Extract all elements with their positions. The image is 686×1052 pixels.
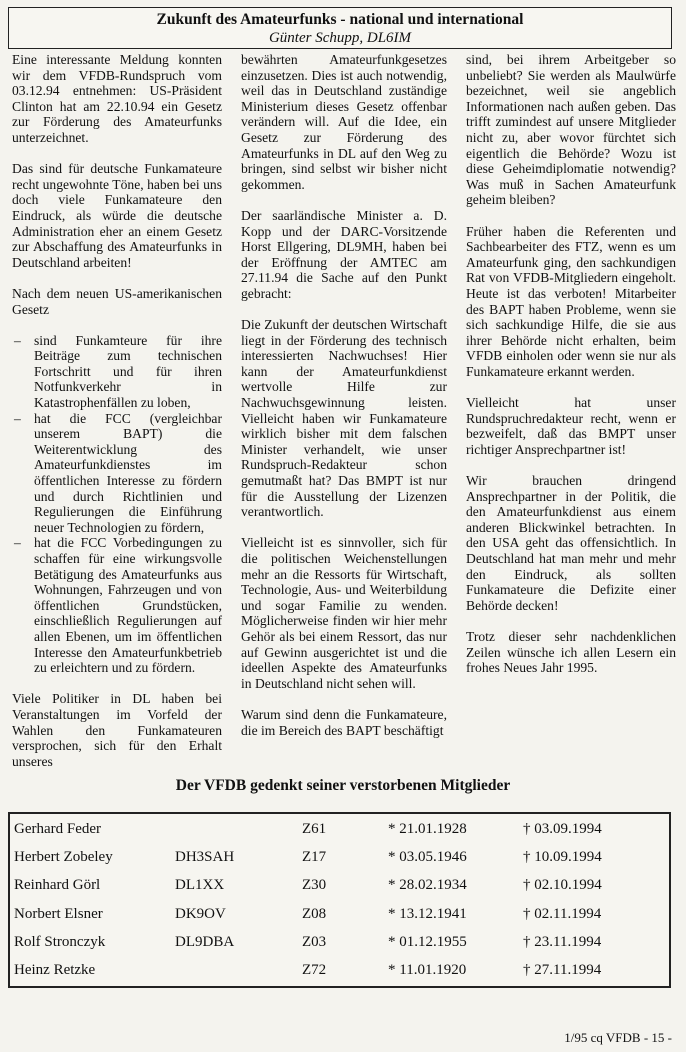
paragraph: Trotz dieser sehr nachdenklichen Zeilen wünsche ich allen Lesern ein frohes Neues Jahr 1995. [466, 628, 676, 676]
list-item: – hat die FCC Vorbedingungen zu schaffen für eine wirkungsvolle Betätigung des Amateurfunks aus Wohnungen, Fahrzeugen und von öffentlichen Grundstücken, einschließlich Regulierungen auf allen Ebenen, um im öffentlichen Interesse den Amateurfunkbetrieb zu erleichtern und zu fördern. [12, 535, 222, 675]
paragraph: Eine interessante Meldung konnten wir dem VFDB-Rundspruch vom 03.12.94 entnehmen: US-Präsident Clinton hat am 22.10.94 ein Gesetz zur Förderung des Amateurfunks unterzeichnet. [12, 52, 222, 145]
table-row [10, 844, 669, 872]
paragraph: Nach dem neuen US-amerikanischen Gesetz [12, 285, 222, 317]
member-name: Herbert Zobeley [14, 849, 113, 865]
article-column-2 [241, 52, 447, 754]
member-callsign: DK9OV [175, 906, 226, 922]
table-row [10, 872, 669, 900]
member-district: Z72 [302, 962, 327, 978]
paragraph: Warum sind denn die Funkamateure, die im Bereich des BAPT beschäftigt [241, 706, 447, 738]
member-name: Reinhard Görl [14, 877, 101, 893]
member-district: Z08 [302, 906, 327, 922]
paragraph: bewährten Amateurfunkgesetzes einzusetzen. Dies ist auch notwendig, weil das in Deutschland zuständige Ministerium dieses Gesetz offenbar verändern will. Auf die Idee, ein Gesetz zur Förderung des Amateurfunks in DL auf den Weg zu bringen, sind selbst wir bisher nicht gekommen. [241, 52, 447, 192]
member-name: Rolf Stronczyk [14, 934, 106, 950]
article-title: Zukunft des Amateurfunks - national und international [156, 11, 524, 28]
law-points-list [12, 333, 222, 676]
member-name: Gerhard Feder [14, 821, 102, 837]
paragraph: Wir brauchen dringend Ansprechpartner in der Politik, die den Amateurfunkdienst aus einem anderen Blickwinkel betrachten. In den USA geht das offensichtlich. In Deutschland hat man mehr und mehr den Eindruck, als sollten Funkamateure die Defizite einer Behörde decken! [466, 473, 676, 613]
table-row [10, 957, 669, 985]
member-died: † 02.11.1994 [523, 906, 602, 922]
paragraph: Viele Politiker in DL haben bei Veranstaltungen im Vorfeld der Wahlen den Funkamateuren versprochen, sich für den Erhalt unseres [12, 691, 222, 769]
member-born: * 21.01.1928 [388, 821, 467, 837]
paragraph: sind, bei ihrem Arbeitgeber so unbeliebt? Sie werden als Maulwürfe bezeichnet, weil sie angeblich Informationen nach außen geben. Das trifft zumindest auf unsere Mitglieder nicht zu, aber wovor fürchtet sich eigentlich die Behörde? Wozu ist diese Geheimdiplomatie notwendig? Was muß in Sachen Amateurfunk geheim bleiben? [466, 52, 676, 208]
member-died: † 10.09.1994 [523, 849, 602, 865]
member-born: * 01.12.1955 [388, 934, 467, 950]
member-name: Heinz Retzke [14, 962, 96, 978]
member-born: * 28.02.1934 [388, 877, 467, 893]
member-district: Z30 [302, 877, 327, 893]
list-item: – hat die FCC (vergleichbar unserem BAPT) die Weiterentwicklung des Amateurfunkdienstes im öffentlichen Interesse zu fördern und durch Richtlinien und Regulierungen die Einführung neuer Technologien zu fördern, [12, 411, 222, 536]
table-row [10, 929, 669, 957]
member-district: Z61 [302, 821, 327, 837]
table-row [10, 901, 669, 929]
article-header [8, 7, 672, 49]
page-footer: 1/95 cq VFDB - 15 - [564, 1030, 672, 1045]
member-died: † 03.09.1994 [523, 821, 602, 837]
member-name: Norbert Elsner [14, 906, 103, 922]
member-district: Z17 [302, 849, 327, 865]
paragraph: Vielleicht hat unser Rundspruchredakteur recht, wenn er bezweifelt, daß das BMPT unser richtiger Ansprechpartner ist! [466, 395, 676, 457]
member-died: † 27.11.1994 [523, 962, 602, 978]
paragraph: Das sind für deutsche Funkamateure recht ungewohnte Töne, haben bei uns doch viele Funkamateure den Eindruck, als würde die deutsche Administration eher an einem Gesetz zur Abschaffung des Amateurfunks in Deutschland arbeiten! [12, 161, 222, 270]
member-died: † 23.11.1994 [523, 934, 602, 950]
paragraph: Der saarländische Minister a. D. Kopp und der DARC-Vorsitzende Horst Ellgering, DL9MH, haben bei der Eröffnung der AMTEC am 27.11.94 die Sache auf den Punkt gebracht: [241, 207, 447, 301]
member-district: Z03 [302, 934, 327, 950]
member-died: † 02.10.1994 [523, 877, 602, 893]
member-callsign: DL1XX [175, 877, 225, 893]
paragraph: Vielleicht ist es sinnvoller, sich für die politischen Weichenstellungen mehr an die Ressorts für Wirtschaft, Technologie, Aus- und Weiterbildung und sogar Familie zu wenden. Möglicherweise finden wir hier mehr Gehör als bei einem Ressort, das nur auf Gewinn ausgerichtet ist und die ideellen Aspekte des Amateurfunks in Deutschland nicht sehen will. [241, 535, 447, 691]
article-column-1 [12, 52, 222, 785]
member-callsign: DH3SAH [175, 849, 235, 865]
member-callsign: DL9DBA [175, 934, 235, 950]
member-born: * 11.01.1920 [388, 962, 467, 978]
article-column-3 [466, 52, 676, 691]
table-row [10, 816, 669, 844]
list-item: – sind Funkamteure für ihre Beiträge zum technischen Fortschritt und für ihren Notfunkverkehr in Katastrophenfällen zu loben, [12, 333, 222, 411]
member-born: * 13.12.1941 [388, 906, 467, 922]
memorial-heading: Der VFDB gedenkt seiner verstorbenen Mitglieder [175, 777, 511, 794]
paragraph: Die Zukunft der deutschen Wirtschaft liegt in der Förderung des technisch interessierten Nachwuchses! Hier kann der Amateurfunkdienst wertvolle Hilfe zur Nachwuchsgewinnung leisten. Vielleicht haben wir Funkamateure wirklich bisher mit dem falschen Minister verhandelt, wie unser Rundspruch-Redakteur schon gemutmaßt hat? Das BMPT ist nur für die Ausstellung der Lizenzen verantwortlich. [241, 317, 447, 520]
article-author: Günter Schupp, DL6IM [268, 30, 412, 46]
paragraph: Früher haben die Referenten und Sachbearbeiter des FTZ, wenn es um Amateurfunk ging, den sachkundigen Rat von VFDB-Mitgliedern eingeholt. Heute ist das verboten! Mitarbeiter des BAPT haben Probleme, wenn sie sich sachkundige Hilfe, die sie aus ihrer Behörde nicht erhalten, beim VFDB einholen oder wenn sie nur als Funkamateure erkannt werden. [466, 223, 676, 379]
memorial-table [8, 812, 671, 988]
member-born: * 03.05.1946 [388, 849, 467, 865]
